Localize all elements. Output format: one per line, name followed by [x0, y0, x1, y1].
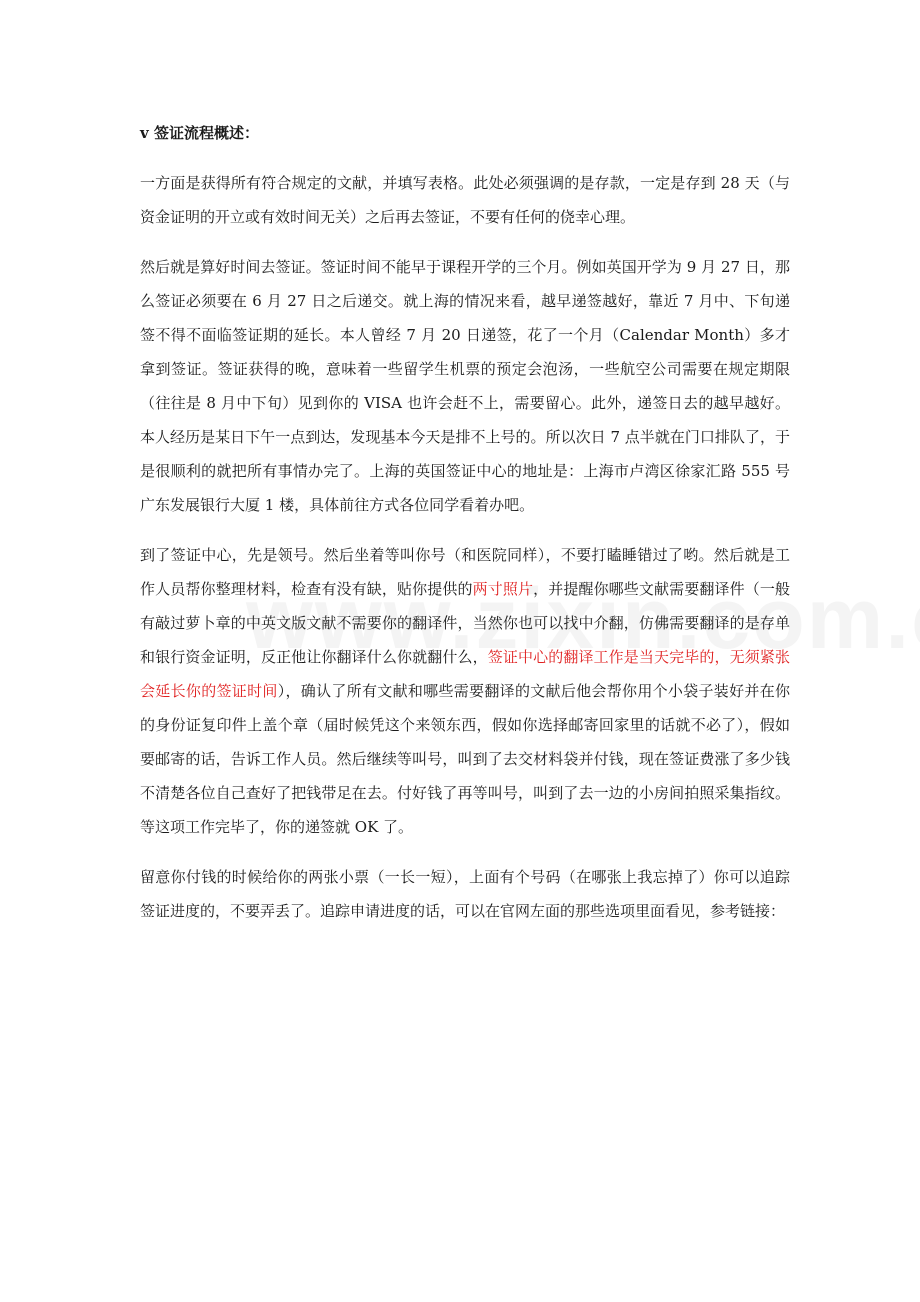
paragraph-text: ，并提醒你哪些文献需要翻译件（一般有敲过萝卜章的中英文版文献不需要你的翻译件，当然你也可以找中介翻，仿佛需要翻译的是存单和银行资金证明，反正他让你翻译什么你就翻什么，	[140, 580, 790, 666]
highlight-photo: 两寸照片	[472, 580, 534, 598]
highlight-translation: 签证中心的翻译工作是当天完毕的，无须紧张会延长你的签证时间	[140, 648, 790, 700]
paragraph-text: 一方面是获得所有符合规定的文献，并填写表格。此处必须强调的是存款，一定是存到 28 天（与资金证明的开立或有效时间无关）之后再去签证，不要有任何的侥幸心理。	[140, 174, 790, 226]
paragraph-visa-center	[140, 538, 790, 844]
paragraph-text: 留意你付钱的时候给你的两张小票（一长一短），上面有个号码（在哪张上我忘掉了）你可以追踪签证进度的，不要弄丢了。追踪申请进度的话，可以在官网左面的那些选项里面看见，参考链接：	[140, 868, 790, 920]
paragraph-receipts	[140, 860, 790, 928]
document-body	[140, 116, 790, 944]
paragraph-timing	[140, 250, 790, 522]
paragraph-text: ），确认了所有文献和哪些需要翻译的文献后他会帮你用个小袋子装好并在你的身份证复印件上盖个章（届时候凭这个来领东西，假如你选择邮寄回家里的话就不必了），假如要邮寄的话，告诉工作人员。然后继续等叫号，叫到了去交材料袋并付钱，现在签证费涨了多少钱不清楚各位自己查好了把钱带足在去。付好钱了再等叫号，叫到了去一边的小房间拍照采集指纹。等这项工作完毕了，你的递签就 OK 了。	[140, 682, 790, 836]
paragraph-text: 然后就是算好时间去签证。签证时间不能早于课程开学的三个月。例如英国开学为 9 月 27 日，那么签证必须要在 6 月 27 日之后递交。就上海的情况来看，越早递签越好，靠近 7 月中、下旬递签不得不面临签证期的延长。本人曾经 7 月 20 日递签，花了一个月（Calendar Month）多才拿到签证。签证获得的晚，意味着一些留学生机票的预定会泡汤，一些航空公司需要在规定期限（往往是 8 月中下旬）见到你的 VISA 也许会赶不上，需要留心。此外，递签日去的越早越好。本人经历是某日下午一点到达，发现基本今天是排不上号的。所以次日 7 点半就在门口排队了，于是很顺利的就把所有事情办完了。上海的英国签证中心的地址是：上海市卢湾区徐家汇路 555 号广东发展银行大厦 1 楼，具体前往方式各位同学看着办吧。	[140, 258, 790, 514]
section-heading: v 签证流程概述：	[140, 124, 259, 142]
paragraph-savings	[140, 166, 790, 234]
paragraph-text: 到了签证中心，先是领号。然后坐着等叫你号（和医院同样），不要打瞌睡错过了哟。然后就是工作人员帮你整理材料，检查有没有缺，贴你提供的	[140, 546, 790, 598]
